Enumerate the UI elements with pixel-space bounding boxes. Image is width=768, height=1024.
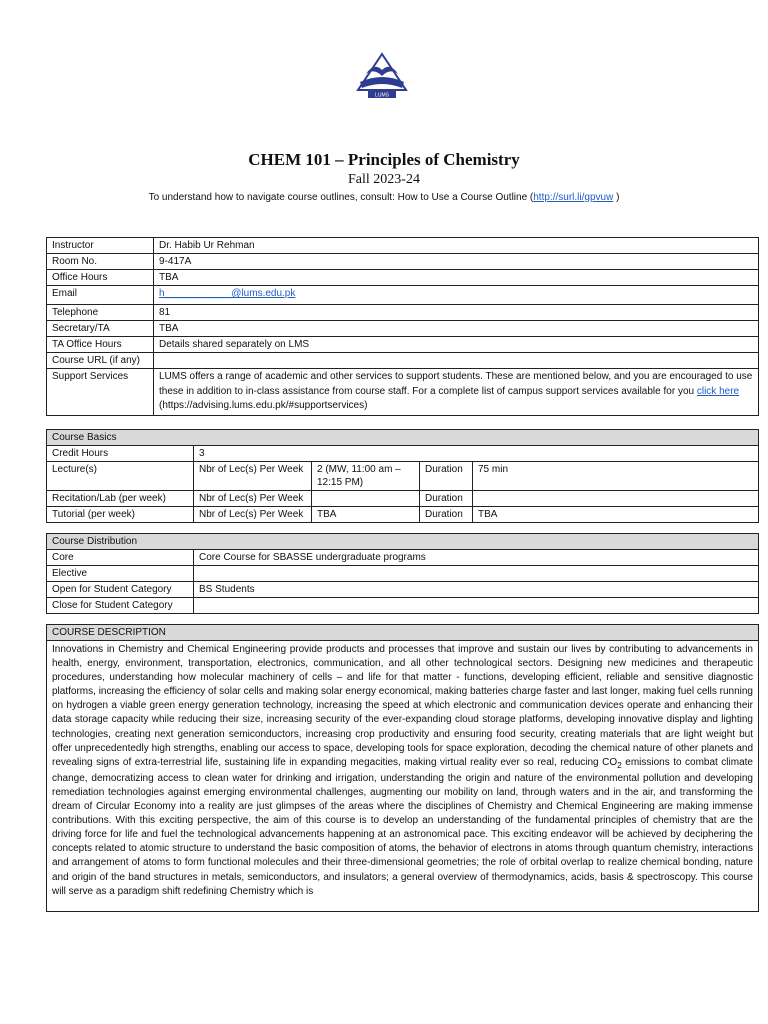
table-row xyxy=(47,270,759,286)
outline-guide-link[interactable]: http://surl.li/gpvuw xyxy=(533,192,614,203)
description-text: Innovations in Chemistry and Chemical Engineering provide products and processes that improve and sustain our lives by contributing to advancements in health, energy, environment, transportation, electronics, communication, and all other technological sectors. Designing new medicines and therapeutic procedures, understanding how molecular machinery of cells – and life for that matter - functions, developing efficient, reliable and sensitive diagnostic platforms, increasing the efficiency of solar cells and making solar energy economical, making batteries charge faster and last longer, making fuel cells running on hydrogen a viable green energy generation technology, increasing the speed at which electronic and communication devices operate and enhancing their data storage capacity while reducing their size, increasing security of the ever-expanding cloud storage platforms, developing innovative display and lighting technologies, creating next generation semiconductors, increasing crop productivity and ensuring food security, creating materials that are light weight but offer unprecedentedly high strengths, enabling our access to space, developing tools for space exploration, decoding the chemical nature of other planets and revealing signs of extra-terrestrial life, sustaining life in expanding megacities, making virtual reality ever so real, reducing CO xyxy=(52,644,753,768)
info-value: 9-417A xyxy=(154,254,759,270)
basics-label: Recitation/Lab (per week) xyxy=(47,491,194,507)
section-header: Course Distribution xyxy=(47,534,759,550)
basics-value: 3 xyxy=(194,446,759,462)
basics-nbr-label: Nbr of Lec(s) Per Week xyxy=(194,462,312,491)
table-row xyxy=(47,507,759,523)
basics-label: Lecture(s) xyxy=(47,462,194,491)
co2-subscript: 2 xyxy=(617,759,622,770)
table-row xyxy=(47,598,759,614)
basics-value: 2 (MW, 11:00 am – 12:15 PM) xyxy=(312,462,420,491)
info-label: TA Office Hours xyxy=(47,337,154,353)
distribution-value: Core Course for SBASSE undergraduate programs xyxy=(194,550,759,566)
info-label: Course URL (if any) xyxy=(47,353,154,369)
table-row xyxy=(47,625,759,641)
table-row xyxy=(47,337,759,353)
table-row xyxy=(47,321,759,337)
support-text: LUMS offers a range of academic and other services to support students. These are mentioned below, and you are encouraged to use these in addition to in-class assistance from course staff. For a complete list of campus support services available for you xyxy=(159,371,753,397)
email-link[interactable]: h____________@lums.edu.pk xyxy=(159,288,296,299)
distribution-label: Core xyxy=(47,550,194,566)
basics-label: Tutorial (per week) xyxy=(47,507,194,523)
table-row xyxy=(47,641,759,912)
info-label: Instructor xyxy=(47,238,154,254)
table-row xyxy=(47,550,759,566)
course-title: CHEM 101 – Principles of Chemistry xyxy=(248,150,520,169)
info-label: Office Hours xyxy=(47,270,154,286)
logo-text: LUMS xyxy=(375,92,389,99)
distribution-label: Elective xyxy=(47,566,194,582)
basics-value xyxy=(312,491,420,507)
section-header: Course Basics xyxy=(47,430,759,446)
info-value: Dr. Habib Ur Rehman xyxy=(154,238,759,254)
info-value: Details shared separately on LMS xyxy=(154,337,759,353)
basics-duration-label: Duration xyxy=(420,462,473,491)
distribution-value: BS Students xyxy=(194,582,759,598)
info-value xyxy=(154,286,759,305)
description-text-continued: emissions to combat climate change, democratizing access to clean water for drinking and irrigation, understanding the origin and nature of the environmental pollution and developing remediation technologies against emerging environmental challenges, augmenting our mobility on land, through waters and in the air, and transforming the dream of Circular Economy into a reality are just glimpses of the areas where the disciplines of Chemistry and Chemical Engineering are making immense contributions. With this exciting perspective, the aim of this course is to develop an understanding of the fundamental principles of chemistry that are the driving force for life and fuel the technological advancements happening at an astronomical pace. This exciting endeavor will be achieved by deciphering the concepts related to atomic structure to understand the basic composition of atoms, the behavior of electrons in atoms through quantum chemistry, interactions and arrangement of atoms to form functional molecules and their three-dimensional geometries; the role of orbital overlap to realize chemical bonding, nature and origin of the band structures in metals, semiconductors, and insulators; a general overview of thermodynamics, acids, basis & spectroscopy. This course will serve as a paradigm shift redefining Chemistry which is xyxy=(52,756,753,897)
outline-note xyxy=(0,192,768,203)
course-term: Fall 2023-24 xyxy=(348,172,420,187)
section-header: COURSE DESCRIPTION xyxy=(47,625,759,641)
support-services-link[interactable]: click here xyxy=(696,385,740,397)
basics-duration: 75 min xyxy=(473,462,759,491)
table-row xyxy=(47,305,759,321)
table-row xyxy=(47,582,759,598)
outline-note-prefix: To understand how to navigate course outlines, consult: How to Use a Course Outline ( xyxy=(148,192,534,203)
basics-duration-label: Duration xyxy=(420,491,473,507)
table-row xyxy=(47,353,759,369)
table-row xyxy=(47,286,759,305)
basics-duration: TBA xyxy=(473,507,759,523)
info-value: 81 xyxy=(154,305,759,321)
info-value xyxy=(154,353,759,369)
info-label: Telephone xyxy=(47,305,154,321)
table-row xyxy=(47,566,759,582)
table-row xyxy=(47,254,759,270)
basics-duration xyxy=(473,491,759,507)
basics-label: Credit Hours xyxy=(47,446,194,462)
table-row xyxy=(47,534,759,550)
basics-duration-label: Duration xyxy=(420,507,473,523)
basics-value: TBA xyxy=(312,507,420,523)
info-label: Secretary/TA xyxy=(47,321,154,337)
table-row xyxy=(47,430,759,446)
course-description xyxy=(47,641,759,912)
table-row xyxy=(47,462,759,491)
info-value: TBA xyxy=(154,270,759,286)
course-basics-table xyxy=(46,429,759,523)
university-logo xyxy=(352,52,412,102)
distribution-value xyxy=(194,598,759,614)
course-description-table xyxy=(46,624,759,912)
basics-nbr-label: Nbr of Lec(s) Per Week xyxy=(194,507,312,523)
table-row xyxy=(47,369,759,416)
info-label: Room No. xyxy=(47,254,154,270)
info-value xyxy=(154,369,759,416)
instructor-info-table xyxy=(46,237,759,416)
table-row xyxy=(47,491,759,507)
support-url-text: (https://advising.lums.edu.pk/#supportservices) xyxy=(159,400,368,411)
table-row xyxy=(47,446,759,462)
table-row xyxy=(47,238,759,254)
info-value: TBA xyxy=(154,321,759,337)
outline-note-suffix: ) xyxy=(613,192,620,203)
distribution-label: Open for Student Category xyxy=(47,582,194,598)
info-label: Support Services xyxy=(47,369,154,416)
course-distribution-table xyxy=(46,533,759,614)
distribution-value xyxy=(194,566,759,582)
basics-nbr-label: Nbr of Lec(s) Per Week xyxy=(194,491,312,507)
info-label: Email xyxy=(47,286,154,305)
distribution-label: Close for Student Category xyxy=(47,598,194,614)
